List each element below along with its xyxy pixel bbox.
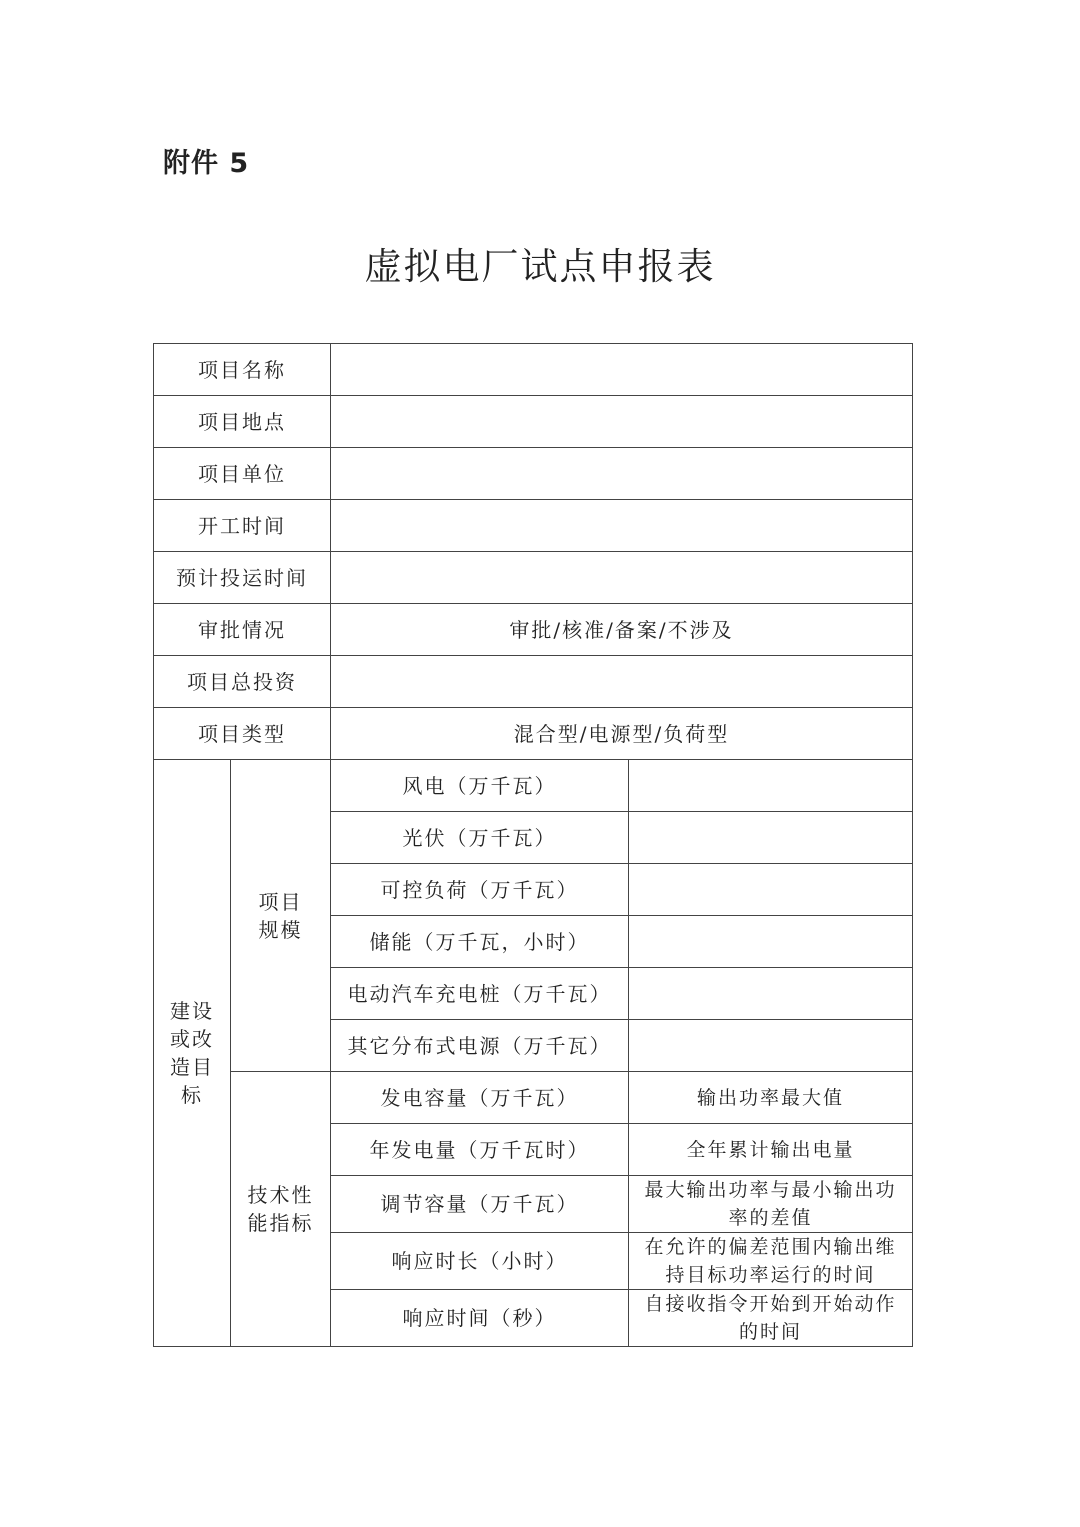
item-label: 年发电量（万千瓦时） <box>331 1124 629 1176</box>
form-row-start-time <box>154 500 913 552</box>
field-value[interactable]: 混合型/电源型/负荷型 <box>331 708 913 760</box>
field-label: 项目地点 <box>154 396 331 448</box>
item-label: 其它分布式电源（万千瓦） <box>331 1020 629 1072</box>
item-label: 风电（万千瓦） <box>331 760 629 812</box>
item-value[interactable] <box>629 760 913 812</box>
field-value[interactable]: 审批/核准/备案/不涉及 <box>331 604 913 656</box>
form-row-project-type <box>154 708 913 760</box>
field-value[interactable] <box>331 552 913 604</box>
item-value[interactable] <box>629 916 913 968</box>
field-label: 审批情况 <box>154 604 331 656</box>
item-value[interactable] <box>629 812 913 864</box>
form-row-expected-operation-time <box>154 552 913 604</box>
field-value[interactable] <box>331 448 913 500</box>
item-description: 自接收指令开始到开始动作 的时间 <box>629 1290 913 1347</box>
field-value[interactable] <box>331 396 913 448</box>
item-label: 储能（万千瓦，小时） <box>331 916 629 968</box>
item-label: 发电容量（万千瓦） <box>331 1072 629 1124</box>
item-label: 可控负荷（万千瓦） <box>331 864 629 916</box>
form-row-wind-power <box>154 760 913 812</box>
form-row-project-unit <box>154 448 913 500</box>
field-value[interactable] <box>331 344 913 396</box>
item-description: 最大输出功率与最小输出功 率的差值 <box>629 1176 913 1233</box>
form-row-generation-capacity <box>154 1072 913 1124</box>
item-description: 在允许的偏差范围内输出维 持目标功率运行的时间 <box>629 1233 913 1290</box>
section-label-build-target: 建设 或改 造目 标 <box>154 760 231 1347</box>
item-value[interactable] <box>629 1020 913 1072</box>
field-label: 预计投运时间 <box>154 552 331 604</box>
item-description: 全年累计输出电量 <box>629 1124 913 1176</box>
form-row-project-name <box>154 344 913 396</box>
form-row-approval-status <box>154 604 913 656</box>
item-description: 输出功率最大值 <box>629 1072 913 1124</box>
field-label: 项目单位 <box>154 448 331 500</box>
form-row-total-investment <box>154 656 913 708</box>
field-label: 项目总投资 <box>154 656 331 708</box>
item-label: 响应时间（秒） <box>331 1290 629 1347</box>
item-label: 响应时长（小时） <box>331 1233 629 1290</box>
form-row-project-location <box>154 396 913 448</box>
field-label: 项目类型 <box>154 708 331 760</box>
field-label: 开工时间 <box>154 500 331 552</box>
group-label-tech-indicators: 技术性 能指标 <box>231 1072 331 1347</box>
attachment-label: 附件 5 <box>163 148 250 179</box>
item-value[interactable] <box>629 968 913 1020</box>
field-label: 项目名称 <box>154 344 331 396</box>
group-label-project-scale: 项目 规模 <box>231 760 331 1072</box>
item-label: 电动汽车充电桩（万千瓦） <box>331 968 629 1020</box>
document-title: 虚拟电厂试点申报表 <box>364 245 716 288</box>
item-label: 光伏（万千瓦） <box>331 812 629 864</box>
item-label: 调节容量（万千瓦） <box>331 1176 629 1233</box>
field-value[interactable] <box>331 656 913 708</box>
item-value[interactable] <box>629 864 913 916</box>
field-value[interactable] <box>331 500 913 552</box>
application-form-table <box>153 343 913 1347</box>
